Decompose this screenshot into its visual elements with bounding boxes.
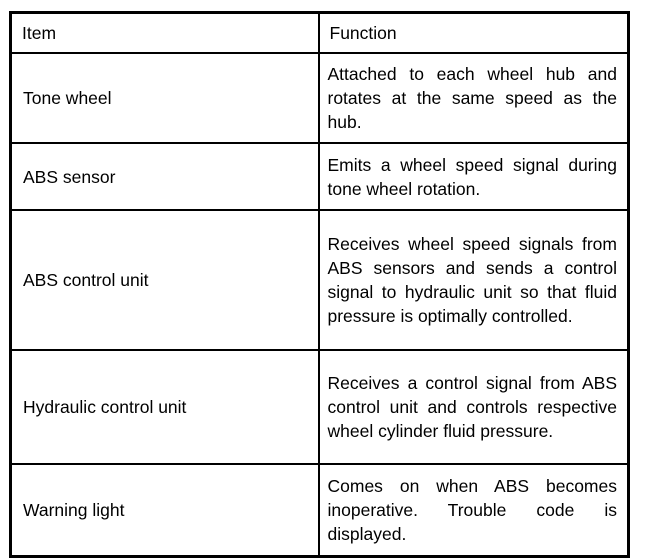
- item-cell: Warning light: [11, 464, 319, 557]
- function-text: Receives a control signal from ABS control unit and controls respective wheel cylinder fluid pressure.: [327, 373, 617, 441]
- header-item: Item: [11, 13, 319, 54]
- function-text: Receives wheel speed signals from ABS sensors and sends a control signal to hydraulic unit so that fluid pressure is optimally controlled.: [327, 234, 617, 326]
- table-row: [11, 350, 629, 464]
- function-cell: [319, 53, 629, 143]
- function-cell: [319, 143, 629, 210]
- item-cell: Hydraulic control unit: [11, 350, 319, 464]
- item-cell: Tone wheel: [11, 53, 319, 143]
- item-cell: ABS control unit: [11, 210, 319, 350]
- table-body: [11, 53, 629, 557]
- function-text: Attached to each wheel hub and rotates at the same speed as the hub.: [327, 64, 617, 132]
- header-row: [11, 13, 629, 54]
- item-cell: ABS sensor: [11, 143, 319, 210]
- function-cell: [319, 210, 629, 350]
- table-row: [11, 143, 629, 210]
- table-row: [11, 464, 629, 557]
- function-cell: [319, 350, 629, 464]
- function-cell: [319, 464, 629, 557]
- table-row: [11, 210, 629, 350]
- function-text: Emits a wheel speed signal during tone wheel rotation.: [327, 154, 617, 199]
- table-header: [11, 13, 629, 54]
- table-row: [11, 53, 629, 143]
- abs-components-table: [9, 11, 630, 558]
- header-function: Function: [319, 13, 629, 54]
- function-text: Comes on when ABS becomes inoperative. Trouble code is displayed.: [327, 476, 617, 544]
